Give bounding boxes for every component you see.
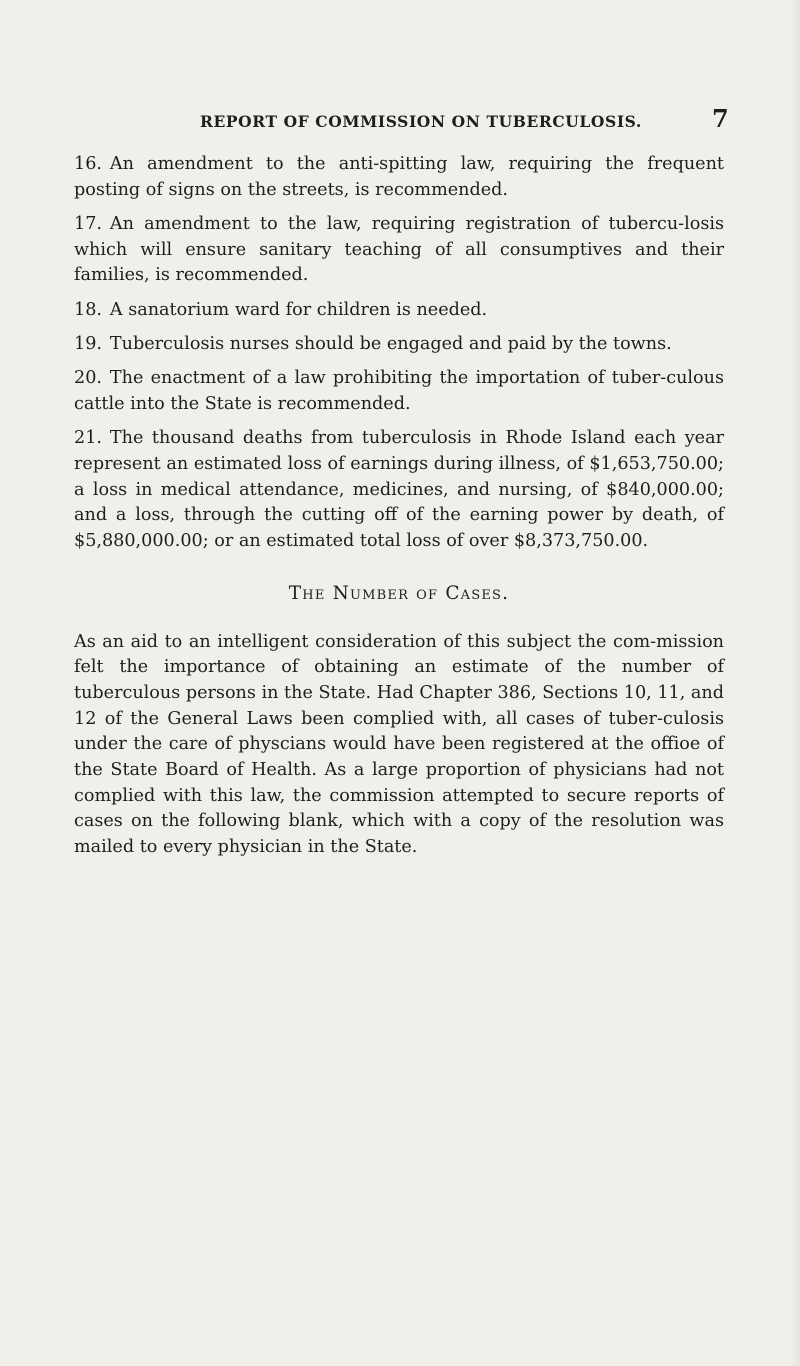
page-header	[0, 104, 800, 144]
recommendation-text: The thousand deaths from tuberculosis in Rhode Island each year represent an estimated loss of earnings during illness, of $1,653,750.00; a loss in medical attendance, medicines, and nursing, of $840,000.00; and a loss, through the cutting off of the earning power by death, of $5,880,000.00; or an estimated total loss of over $8,373,750.00.	[74, 428, 724, 552]
recommendation-number: 19.	[74, 334, 102, 354]
recommendation-number: 18.	[74, 299, 102, 320]
recommendation-text: A sanatorium ward for children is needed.	[109, 299, 488, 320]
recommendation-text: Tuberculosis nurses should be engaged and paid by the towns.	[109, 334, 672, 354]
recommendation-number: 17.	[74, 214, 102, 234]
recommendation-number: 20.	[74, 368, 102, 389]
recommendation-19	[74, 332, 724, 358]
recommendation-21	[74, 426, 724, 555]
section-paragraph: As an aid to an intelligent consideration of this subject the com-mission felt the importance of obtaining an estimate of the number of tuberculous persons in the State. Had Chapter 386, Sections 10, 11, and 12 of the General Laws been complied with, all cases of tuber-culosis under the care of physcians would have been registered at the offioe of the State Board of Health. As a large proportion of physicians had not complied with this law, the commission attempted to secure reports of cases on the following blank, which with a copy of the resolution was mailed to every physician in the State.	[74, 631, 725, 858]
section-heading: The Number of Cases.	[288, 582, 510, 604]
page-number: 7	[712, 104, 729, 133]
running-title: REPORT OF COMMISSION ON TUBERCULOSIS.	[200, 112, 642, 131]
recommendation-text: An amendment to the law, requiring registration of tubercu-losis which will ensure sanitary teaching of all consumptives and their families, is recommended.	[74, 214, 724, 286]
page-edge-shadow	[790, 0, 800, 1366]
recommendation-text: The enactment of a law prohibiting the importation of tuber-culous cattle into the State is recommended.	[74, 368, 724, 414]
recommendation-16	[74, 152, 724, 203]
recommendation-20	[74, 366, 724, 417]
recommendation-text: An amendment to the anti-spitting law, requiring the frequent posting of signs on the streets, is recommended.	[74, 154, 724, 200]
recommendation-18	[74, 298, 724, 324]
page-body	[74, 152, 724, 869]
recommendation-number: 21.	[74, 428, 102, 449]
recommendation-number: 16.	[74, 154, 102, 174]
recommendation-17	[74, 212, 724, 289]
